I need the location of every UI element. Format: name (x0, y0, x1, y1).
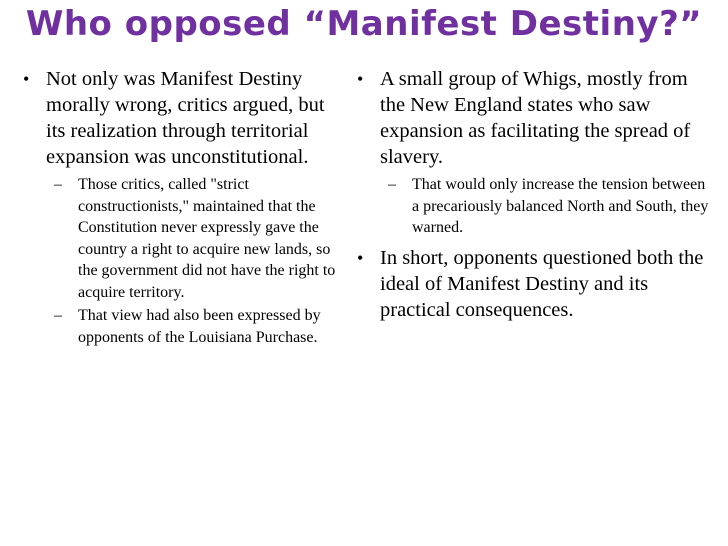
right-bullet-list (354, 66, 710, 323)
right-sub-item-1 (380, 174, 710, 239)
left-bullet-item (20, 66, 340, 348)
right-bullet-item-2 (354, 245, 710, 323)
right-sub-text-1: That would only increase the tension between a precariously balanced North and South, they warned. (412, 176, 709, 236)
left-sub-item-1 (46, 174, 340, 303)
left-bullet-list (20, 66, 340, 348)
left-sub-item-2 (46, 305, 340, 348)
right-bullet-text-1: A small group of Whigs, mostly from the New England states who saw expansion as facilitating the spread of slavery. (380, 68, 691, 168)
dash-icon: – (388, 176, 396, 193)
bullet-icon: • (357, 69, 364, 89)
left-sub-text-1: Those critics, called "strict constructionists," maintained that the Constitution never expressly gave the country a right to acquire new lands, so the government did not have the right to acquire territory. (78, 176, 336, 301)
left-bullet-text: Not only was Manifest Destiny morally wrong, critics argued, but its realization through territorial expansion was unconstitutional. (46, 68, 325, 168)
slide-title: Who opposed “Manifest Destiny?” (25, 4, 703, 44)
dash-icon: – (54, 176, 62, 193)
bullet-icon: • (357, 247, 364, 268)
right-bullet-text-2: In short, opponents questioned both the ideal of Manifest Destiny and its practical consequences. (380, 246, 704, 321)
left-column (20, 66, 340, 350)
bullet-icon: • (23, 69, 30, 89)
right-bullet-item-1 (354, 66, 710, 239)
left-sub-list (46, 174, 340, 348)
right-sub-list (380, 174, 710, 239)
dash-icon: – (54, 307, 62, 324)
right-column (354, 66, 710, 329)
left-sub-text-2: That view had also been expressed by opponents of the Louisiana Purchase. (78, 307, 321, 346)
